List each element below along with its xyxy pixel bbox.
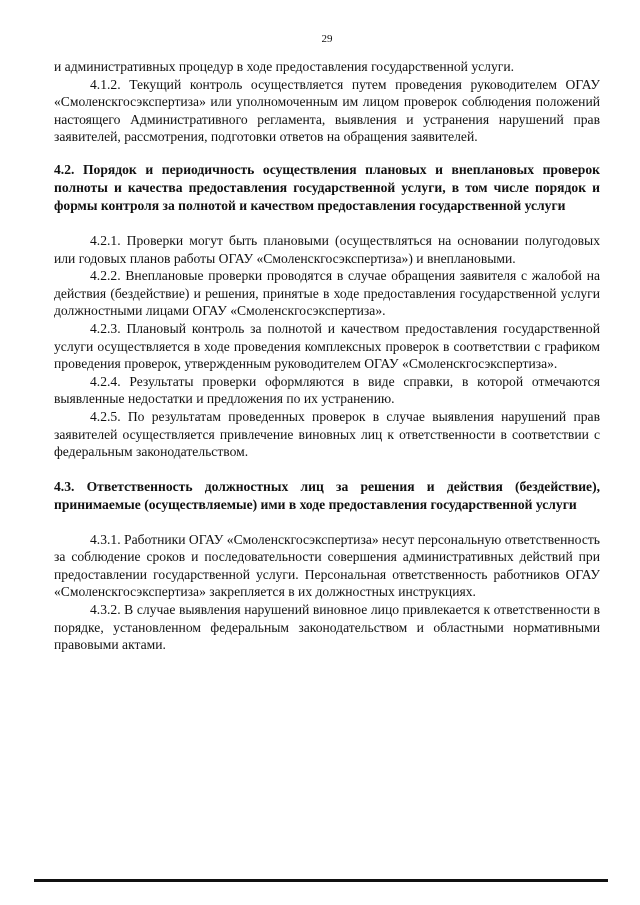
- paragraph-continuation: и административных процедур в ходе предоставления государственной услуги.: [54, 59, 515, 74]
- document-body: [54, 58, 600, 654]
- bottom-divider: [34, 879, 608, 882]
- paragraph-4-2-4: 4.2.4. Результаты проверки оформляются в виде справки, в которой отмечаются выявленные недостатки и предложения по их устранению.: [54, 373, 600, 407]
- paragraph-4-3-1: 4.3.1. Работники ОГАУ «Смоленскгосэкспертиза» несут персональную ответственность за соблюдение сроков и последовательности совершения административных действий при предоставлении государственной услуги. Персональная ответственность работников ОГАУ «Смоленскгосэкспертиза» закрепляется в их должностных инструкциях.: [54, 531, 600, 600]
- paragraph-4-1-2: 4.1.2. Текущий контроль осуществляется путем проведения руководителем ОГАУ «Смоленскгосэкспертиза» или уполномоченным им лицом проверок соблюдения положений настоящего Административного регламента, выявления и устранения нарушений прав заявителей, рассмотрения, подготовки ответов на обращения заявителей.: [54, 76, 600, 145]
- paragraph-4-2-5: 4.2.5. По результатам проведенных проверок в случае выявления нарушений прав заявителей осуществляется привлечение виновных лиц к ответственности в соответствии с федеральным законодательством.: [54, 408, 600, 460]
- paragraph-4-3-2: 4.3.2. В случае выявления нарушений виновное лицо привлекается к ответственности в порядке, установленном федеральным законодательством и областными нормативными правовыми актами.: [54, 602, 600, 653]
- section-heading-4-3: 4.3. Ответственность должностных лиц за решения и действия (бездействие), принимаемые (осуществляемые) ими в ходе предоставления государственной услуги: [54, 478, 600, 512]
- paragraph-4-2-1: 4.2.1. Проверки могут быть плановыми (осуществляться на основании полугодовых или годовых планов работы ОГАУ «Смоленскгосэкспертиза») и внеплановыми.: [54, 232, 600, 266]
- page-number: 29: [321, 33, 333, 45]
- paragraph-4-2-2: 4.2.2. Внеплановые проверки проводятся в случае обращения заявителя с жалобой на действия (бездействие) и решения, принятые в ходе предоставления государственной услуги должностными лицами ОГАУ «Смоленскгосэкспертиза».: [54, 268, 600, 319]
- paragraph-4-2-3: 4.2.3. Плановый контроль за полнотой и качеством предоставления государственной услуги осуществляется в ходе проведения комплексных проверок в соответствии с графиком проведения проверок, утвержденным руководителем ОГАУ «Смоленскгосэкспертиза».: [54, 320, 600, 372]
- section-heading-4-2: 4.2. Порядок и периодичность осуществления плановых и внеплановых проверок полноты и качества предоставления государственной услуги, в том числе порядок и формы контроля за полнотой и качеством предоставления государственной услуги: [54, 161, 600, 213]
